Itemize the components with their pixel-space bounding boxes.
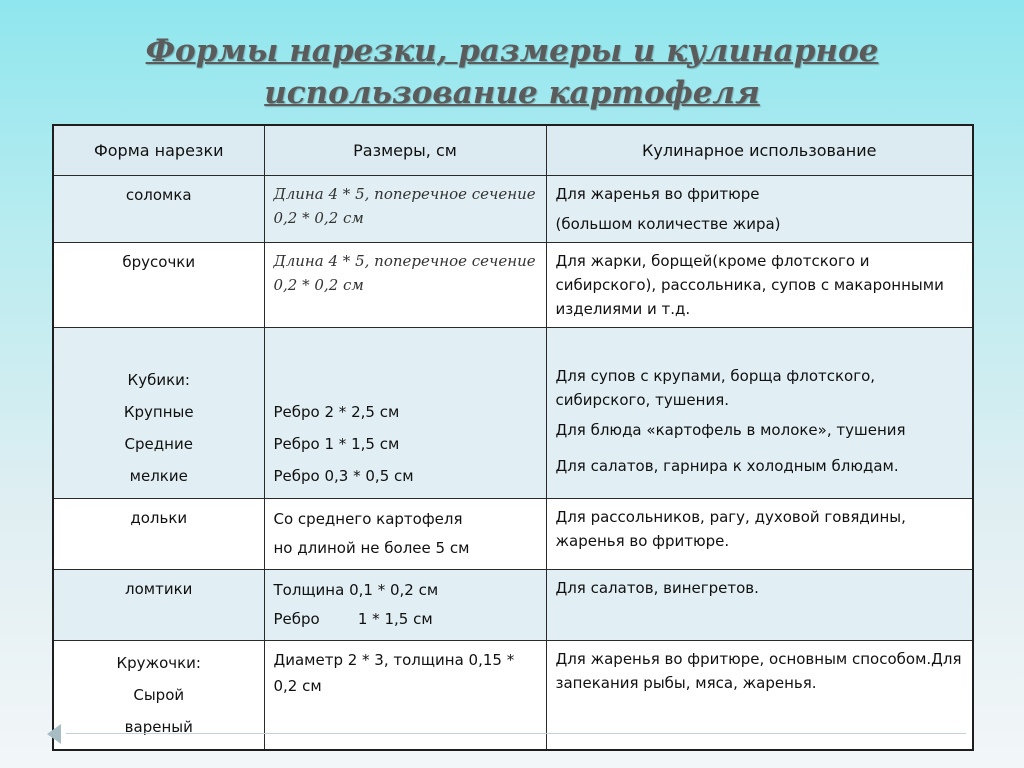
header-form: Форма нарезки bbox=[53, 125, 264, 175]
cell-sizes bbox=[264, 327, 546, 498]
form-label: ломтики bbox=[125, 579, 193, 598]
cell-usage bbox=[546, 569, 973, 640]
potato-cuts-table bbox=[52, 124, 974, 751]
cell-sizes bbox=[264, 498, 546, 569]
table-row bbox=[53, 327, 973, 498]
usage-text: Для жаренья во фритюре, основным способом.Для запекания рыбы, мяса, жаренья. bbox=[555, 649, 962, 692]
cell-form bbox=[53, 242, 264, 327]
table-row bbox=[53, 242, 973, 327]
cell-sizes bbox=[264, 242, 546, 327]
triangle-left-icon bbox=[47, 724, 61, 744]
form-label: Кружочки: bbox=[116, 653, 201, 672]
cell-usage bbox=[546, 327, 973, 498]
size-text: Длина 4 * 5, поперечное сечение 0,2 * 0,2 см bbox=[273, 251, 536, 294]
cell-form bbox=[53, 175, 264, 242]
form-label: брусочки bbox=[122, 252, 196, 271]
form-label: соломка bbox=[125, 185, 192, 204]
form-label: Кубики: bbox=[127, 370, 190, 389]
header-sizes: Размеры, см bbox=[264, 125, 546, 175]
size-text: Толщина 0,1 * 0,2 см bbox=[273, 580, 439, 599]
table-row bbox=[53, 569, 973, 640]
table-header-row bbox=[53, 125, 973, 175]
form-label: дольки bbox=[130, 508, 188, 527]
cell-form bbox=[53, 327, 264, 498]
form-label: мелкие bbox=[129, 466, 188, 485]
header-usage: Кулинарное использование bbox=[546, 125, 973, 175]
size-text: Диаметр 2 * 3, толщина 0,15 * 0,2 см bbox=[273, 650, 515, 695]
usage-text: Для жарки, борщей(кроме флотского и сибирского), рассольника, супов с макаронными изделиями и т.д. bbox=[555, 251, 944, 318]
usage-text: Для жаренья во фритюре bbox=[555, 184, 760, 203]
bottom-divider bbox=[66, 733, 966, 734]
cell-form bbox=[53, 569, 264, 640]
size-text: Ребро 1 * 1,5 см bbox=[273, 434, 400, 453]
form-label: вареный bbox=[124, 717, 193, 736]
cell-sizes bbox=[264, 175, 546, 242]
size-text: Ребро 0,3 * 0,5 см bbox=[273, 466, 414, 485]
usage-text: Для блюда «картофель в молоке», тушения bbox=[555, 420, 906, 439]
usage-text: Для салатов, винегретов. bbox=[555, 578, 759, 597]
size-text: Длина 4 * 5, поперечное сечение 0,2 * 0,2 см bbox=[273, 184, 536, 227]
page-title: Формы нарезки, размеры и кулинарное использование картофеля bbox=[145, 33, 879, 111]
usage-text: Для салатов, гарнира к холодным блюдам. bbox=[555, 456, 899, 475]
usage-text: Для рассольников, рагу, духовой говядины, жаренья во фритюре. bbox=[555, 507, 906, 550]
table-row bbox=[53, 498, 973, 569]
form-label: Сырой bbox=[133, 685, 185, 704]
cell-form bbox=[53, 498, 264, 569]
form-label: Средние bbox=[124, 434, 193, 453]
cell-sizes bbox=[264, 569, 546, 640]
cell-usage bbox=[546, 175, 973, 242]
cell-usage bbox=[546, 498, 973, 569]
size-text: но длиной не более 5 см bbox=[273, 538, 470, 557]
size-text: Ребро 2 * 2,5 см bbox=[273, 402, 400, 421]
size-text: Ребро 1 * 1,5 см bbox=[273, 609, 433, 628]
form-label: Крупные bbox=[123, 402, 194, 421]
usage-text: (большом количестве жира) bbox=[555, 214, 781, 233]
table-row bbox=[53, 175, 973, 242]
cell-usage bbox=[546, 242, 973, 327]
size-text: Со среднего картофеля bbox=[273, 509, 463, 528]
usage-text: Для супов с крупами, борща флотского, сибирского, тушения. bbox=[555, 366, 876, 409]
